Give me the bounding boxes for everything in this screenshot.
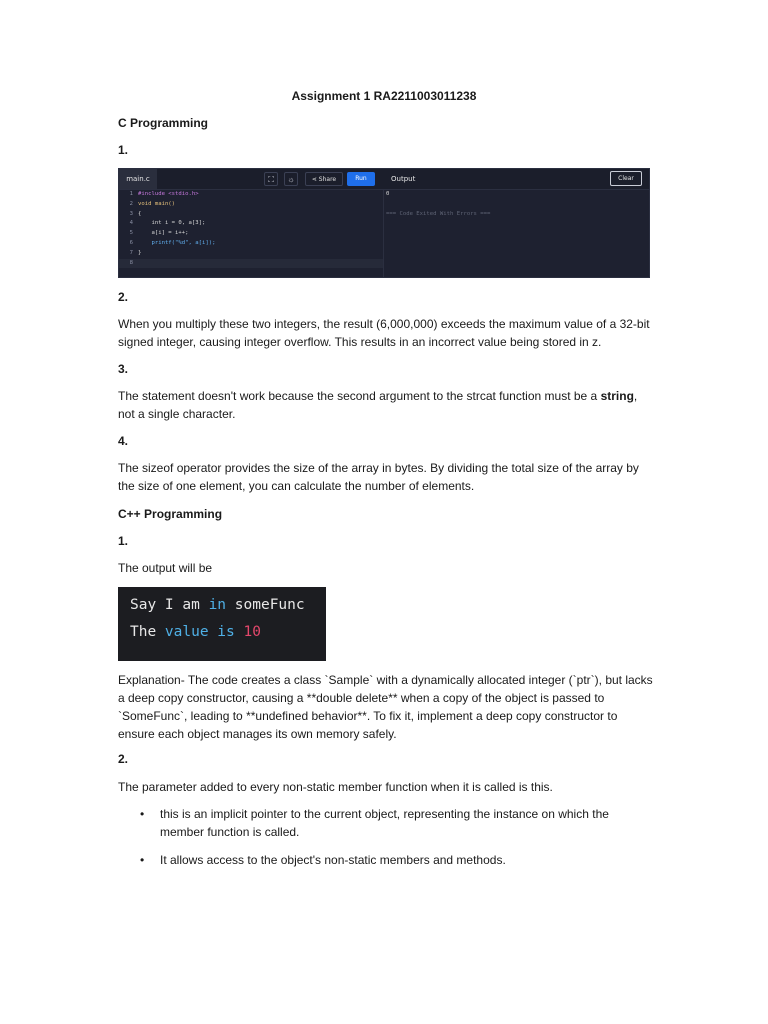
terminal-output-image — [118, 587, 326, 661]
question-number-c1: 1. — [118, 143, 129, 157]
terminal-line-1: Say I am in someFunc — [130, 597, 305, 613]
section-heading-cpp: C++ Programming — [118, 507, 223, 521]
code-line: 6 printf("%d", a[i]); — [129, 239, 216, 246]
share-icon: ⋖ — [311, 176, 319, 183]
bullet-icon: • — [140, 853, 145, 867]
output-label: Output — [391, 175, 416, 183]
answer-cpp2: The parameter added to every non-static member function when it is called is this. — [118, 780, 553, 794]
fullscreen-icon: ⛶ — [264, 172, 278, 186]
answer-c2: When you multiply these two integers, the result (6,000,000) exceeds the maximum value of a 32-bit signed integer, causing integer overflow. This results in an incorrect value being stored in z. — [118, 317, 650, 349]
ide-screenshot — [118, 168, 650, 278]
question-number-c2: 2. — [118, 290, 129, 304]
output-status: === Code Exited With Errors === — [386, 210, 491, 217]
question-number-c3: 3. — [118, 362, 129, 376]
share-button — [305, 172, 343, 186]
code-line: 5 a[i] = i++; — [129, 230, 189, 237]
emphasis-string: string — [600, 389, 634, 403]
ide-toolbar — [119, 169, 650, 190]
code-line: 4 int i = 0, a[3]; — [129, 220, 206, 227]
code-line: 3 { — [129, 210, 142, 217]
section-heading-c: C Programming — [118, 116, 209, 130]
clear-button: Clear — [610, 171, 642, 186]
bullet-list — [118, 805, 653, 879]
explanation-paragraph: Explanation- The code creates a class `Sample` with a dynamically allocated integer (`ptr`), but lacks a deep copy constructor, causing a **double delete** when a copy of the object is passed to `SomeFunc`, leading to **undefined behavior**. To fix it, implement a deep copy constructor to ensure each object manages its own memory safely. — [118, 673, 653, 741]
document-title: Assignment 1 RA2211003011238 — [291, 89, 477, 103]
output-value: 0 — [386, 191, 390, 197]
code-line: 7 } — [129, 249, 142, 256]
terminal-line-2: The value is 10 — [130, 624, 261, 640]
run-button: Run — [347, 172, 375, 186]
list-item: • this is an implicit pointer to the current object, representing the instance on which the member function is called. — [140, 807, 609, 839]
code-line: 8 — [119, 259, 383, 269]
output-panel — [386, 190, 490, 219]
output-intro: The output will be — [118, 561, 213, 575]
code-line: 2 void main() — [129, 200, 176, 207]
question-number-c4: 4. — [118, 434, 129, 448]
file-tab: main.c — [119, 169, 157, 189]
answer-c4: The sizeof operator provides the size of the array in bytes. By dividing the total size of the array by the size of one element, you can calculate the number of elements. — [118, 461, 639, 493]
code-editor — [119, 190, 383, 268]
list-item: • It allows access to the object's non-static members and methods. — [140, 853, 506, 867]
theme-icon: ☼ — [284, 172, 298, 186]
bullet-icon: • — [140, 807, 145, 821]
question-number-cpp1: 1. — [118, 534, 129, 548]
question-number-cpp2: 2. — [118, 752, 129, 766]
ide-divider — [383, 189, 384, 278]
share-label: Share — [318, 176, 337, 183]
answer-c3: The statement doesn't work because the second argument to the strcat function must be a string, not a single character. — [118, 389, 638, 421]
code-line: 1 #include <stdio.h> — [129, 191, 199, 197]
